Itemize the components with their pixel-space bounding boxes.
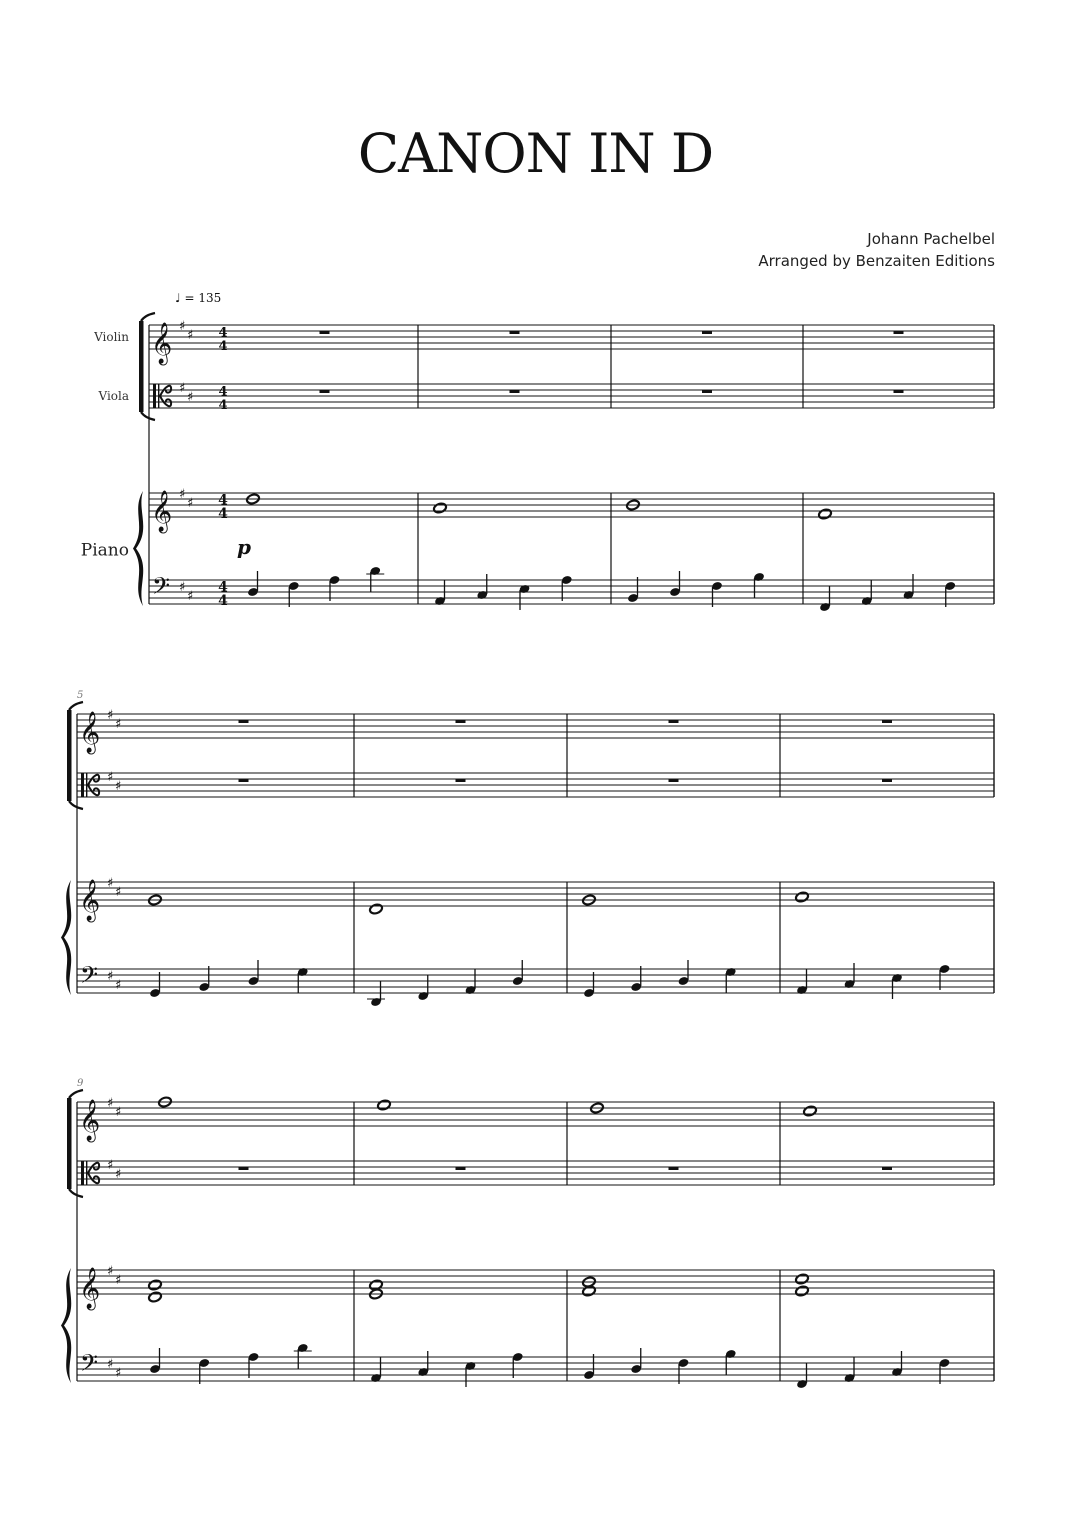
treble-clef-icon: 𝄞 — [79, 1100, 101, 1141]
violin-whole-note — [377, 1099, 391, 1111]
whole-rest — [882, 720, 892, 723]
whole-rest — [894, 390, 904, 393]
string-bracket — [139, 321, 144, 412]
sharp-icon: ♯ — [179, 486, 186, 502]
whole-rest — [669, 1167, 679, 1170]
sharp-icon: ♯ — [107, 1157, 114, 1173]
alto-clef-bar — [86, 773, 87, 797]
measure-number: 9 — [77, 1078, 84, 1089]
bass-clef-icon: 𝄢 — [80, 961, 99, 994]
alto-clef-bar — [158, 384, 159, 408]
alto-clef-bar — [81, 773, 84, 797]
time-signature-upper: 4 — [218, 579, 228, 596]
bass-clef-icon: 𝄢 — [80, 1349, 99, 1382]
sharp-icon: ♯ — [115, 1104, 122, 1120]
whole-rest — [510, 331, 520, 334]
arranger-credit: Arranged by Benzaiten Editions — [758, 252, 995, 270]
measure-number: 5 — [77, 690, 84, 701]
sharp-icon: ♯ — [107, 707, 114, 723]
time-signature-lower: 4 — [218, 593, 228, 609]
whole-rest — [702, 390, 712, 393]
whole-rest — [320, 331, 330, 334]
piano-rh-whole-note — [795, 1273, 809, 1285]
whole-rest — [320, 390, 330, 393]
string-bracket — [67, 1098, 72, 1189]
treble-clef-icon: 𝄞 — [79, 880, 101, 921]
whole-rest — [669, 720, 679, 723]
piano-rh-whole-note — [369, 903, 383, 915]
whole-rest — [239, 1167, 249, 1170]
sharp-icon: ♯ — [115, 1365, 122, 1381]
alto-clef-curve — [88, 1163, 99, 1173]
piano-brace — [61, 880, 71, 995]
alto-clef-bar — [153, 384, 156, 408]
composer-credit: Johann Pachelbel — [867, 230, 995, 248]
score-notation — [61, 291, 994, 1389]
piano-rh-whole-note — [818, 508, 832, 520]
whole-rest — [882, 779, 892, 782]
piano-rh-whole-note — [369, 1279, 383, 1291]
string-bracket-hook — [69, 702, 83, 710]
time-signature-upper: 4 — [218, 492, 228, 509]
sharp-icon: ♯ — [115, 884, 122, 900]
sharp-icon: ♯ — [187, 495, 194, 511]
whole-rest — [510, 390, 520, 393]
string-bracket-hook — [141, 412, 155, 420]
sharp-icon: ♯ — [115, 1272, 122, 1288]
treble-clef-icon: 𝄞 — [79, 712, 101, 753]
violin-label: Violin — [94, 330, 129, 344]
sharp-icon: ♯ — [107, 968, 114, 984]
sharp-icon: ♯ — [115, 1166, 122, 1182]
treble-clef-icon: 𝄞 — [79, 1268, 101, 1309]
alto-clef-curve — [88, 775, 99, 785]
sharp-icon: ♯ — [179, 380, 186, 396]
sharp-icon: ♯ — [107, 769, 114, 785]
whole-rest — [239, 779, 249, 782]
time-signature-lower: 4 — [218, 339, 228, 354]
sharp-icon: ♯ — [115, 778, 122, 794]
whole-rest — [456, 720, 466, 723]
sharp-icon: ♯ — [107, 1095, 114, 1111]
time-signature-lower: 4 — [218, 506, 228, 522]
sharp-icon: ♯ — [187, 389, 194, 405]
sharp-icon: ♯ — [115, 977, 122, 993]
tempo-marking: ♩ = 135 — [175, 291, 222, 305]
piano-brace — [133, 491, 143, 606]
alto-clef-bar — [86, 1161, 87, 1185]
sharp-icon: ♯ — [179, 318, 186, 334]
piano-label: Piano — [80, 540, 129, 561]
page-title: CANON IN D — [357, 122, 714, 185]
alto-clef-curve — [88, 1173, 99, 1183]
treble-clef-icon: 𝄞 — [151, 323, 173, 364]
whole-rest — [894, 331, 904, 334]
sharp-icon: ♯ — [115, 716, 122, 732]
sharp-icon: ♯ — [107, 875, 114, 891]
whole-rest — [669, 779, 679, 782]
piano-rh-whole-note — [148, 1291, 162, 1303]
time-signature-upper: 4 — [218, 384, 228, 400]
piano-rh-whole-note — [795, 891, 809, 903]
sharp-icon: ♯ — [187, 327, 194, 343]
whole-rest — [456, 779, 466, 782]
piano-rh-whole-note — [148, 1279, 162, 1291]
piano-rh-whole-note — [795, 1285, 809, 1297]
string-bracket-hook — [69, 801, 83, 809]
time-signature-lower: 4 — [218, 398, 228, 413]
string-bracket-hook — [141, 313, 155, 321]
dynamic-piano: p — [237, 535, 251, 559]
alto-clef-bar — [81, 1161, 84, 1185]
viola-label: Viola — [98, 389, 129, 403]
whole-rest — [239, 720, 249, 723]
violin-whole-note — [803, 1105, 817, 1117]
sharp-icon: ♯ — [107, 1263, 114, 1279]
sharp-icon: ♯ — [187, 588, 194, 604]
whole-rest — [456, 1167, 466, 1170]
sharp-icon: ♯ — [179, 579, 186, 595]
bass-clef-icon: 𝄢 — [152, 572, 171, 605]
string-bracket-hook — [69, 1189, 83, 1197]
piano-brace — [61, 1268, 71, 1383]
string-bracket — [67, 710, 72, 801]
whole-rest — [702, 331, 712, 334]
sharp-icon: ♯ — [107, 1356, 114, 1372]
alto-clef-curve — [160, 396, 171, 406]
piano-rh-whole-note — [433, 502, 447, 514]
treble-clef-icon: 𝄞 — [151, 491, 173, 532]
whole-rest — [882, 1167, 892, 1170]
alto-clef-curve — [160, 386, 171, 396]
alto-clef-curve — [88, 785, 99, 795]
time-signature-upper: 4 — [218, 325, 228, 341]
string-bracket-hook — [69, 1090, 83, 1098]
